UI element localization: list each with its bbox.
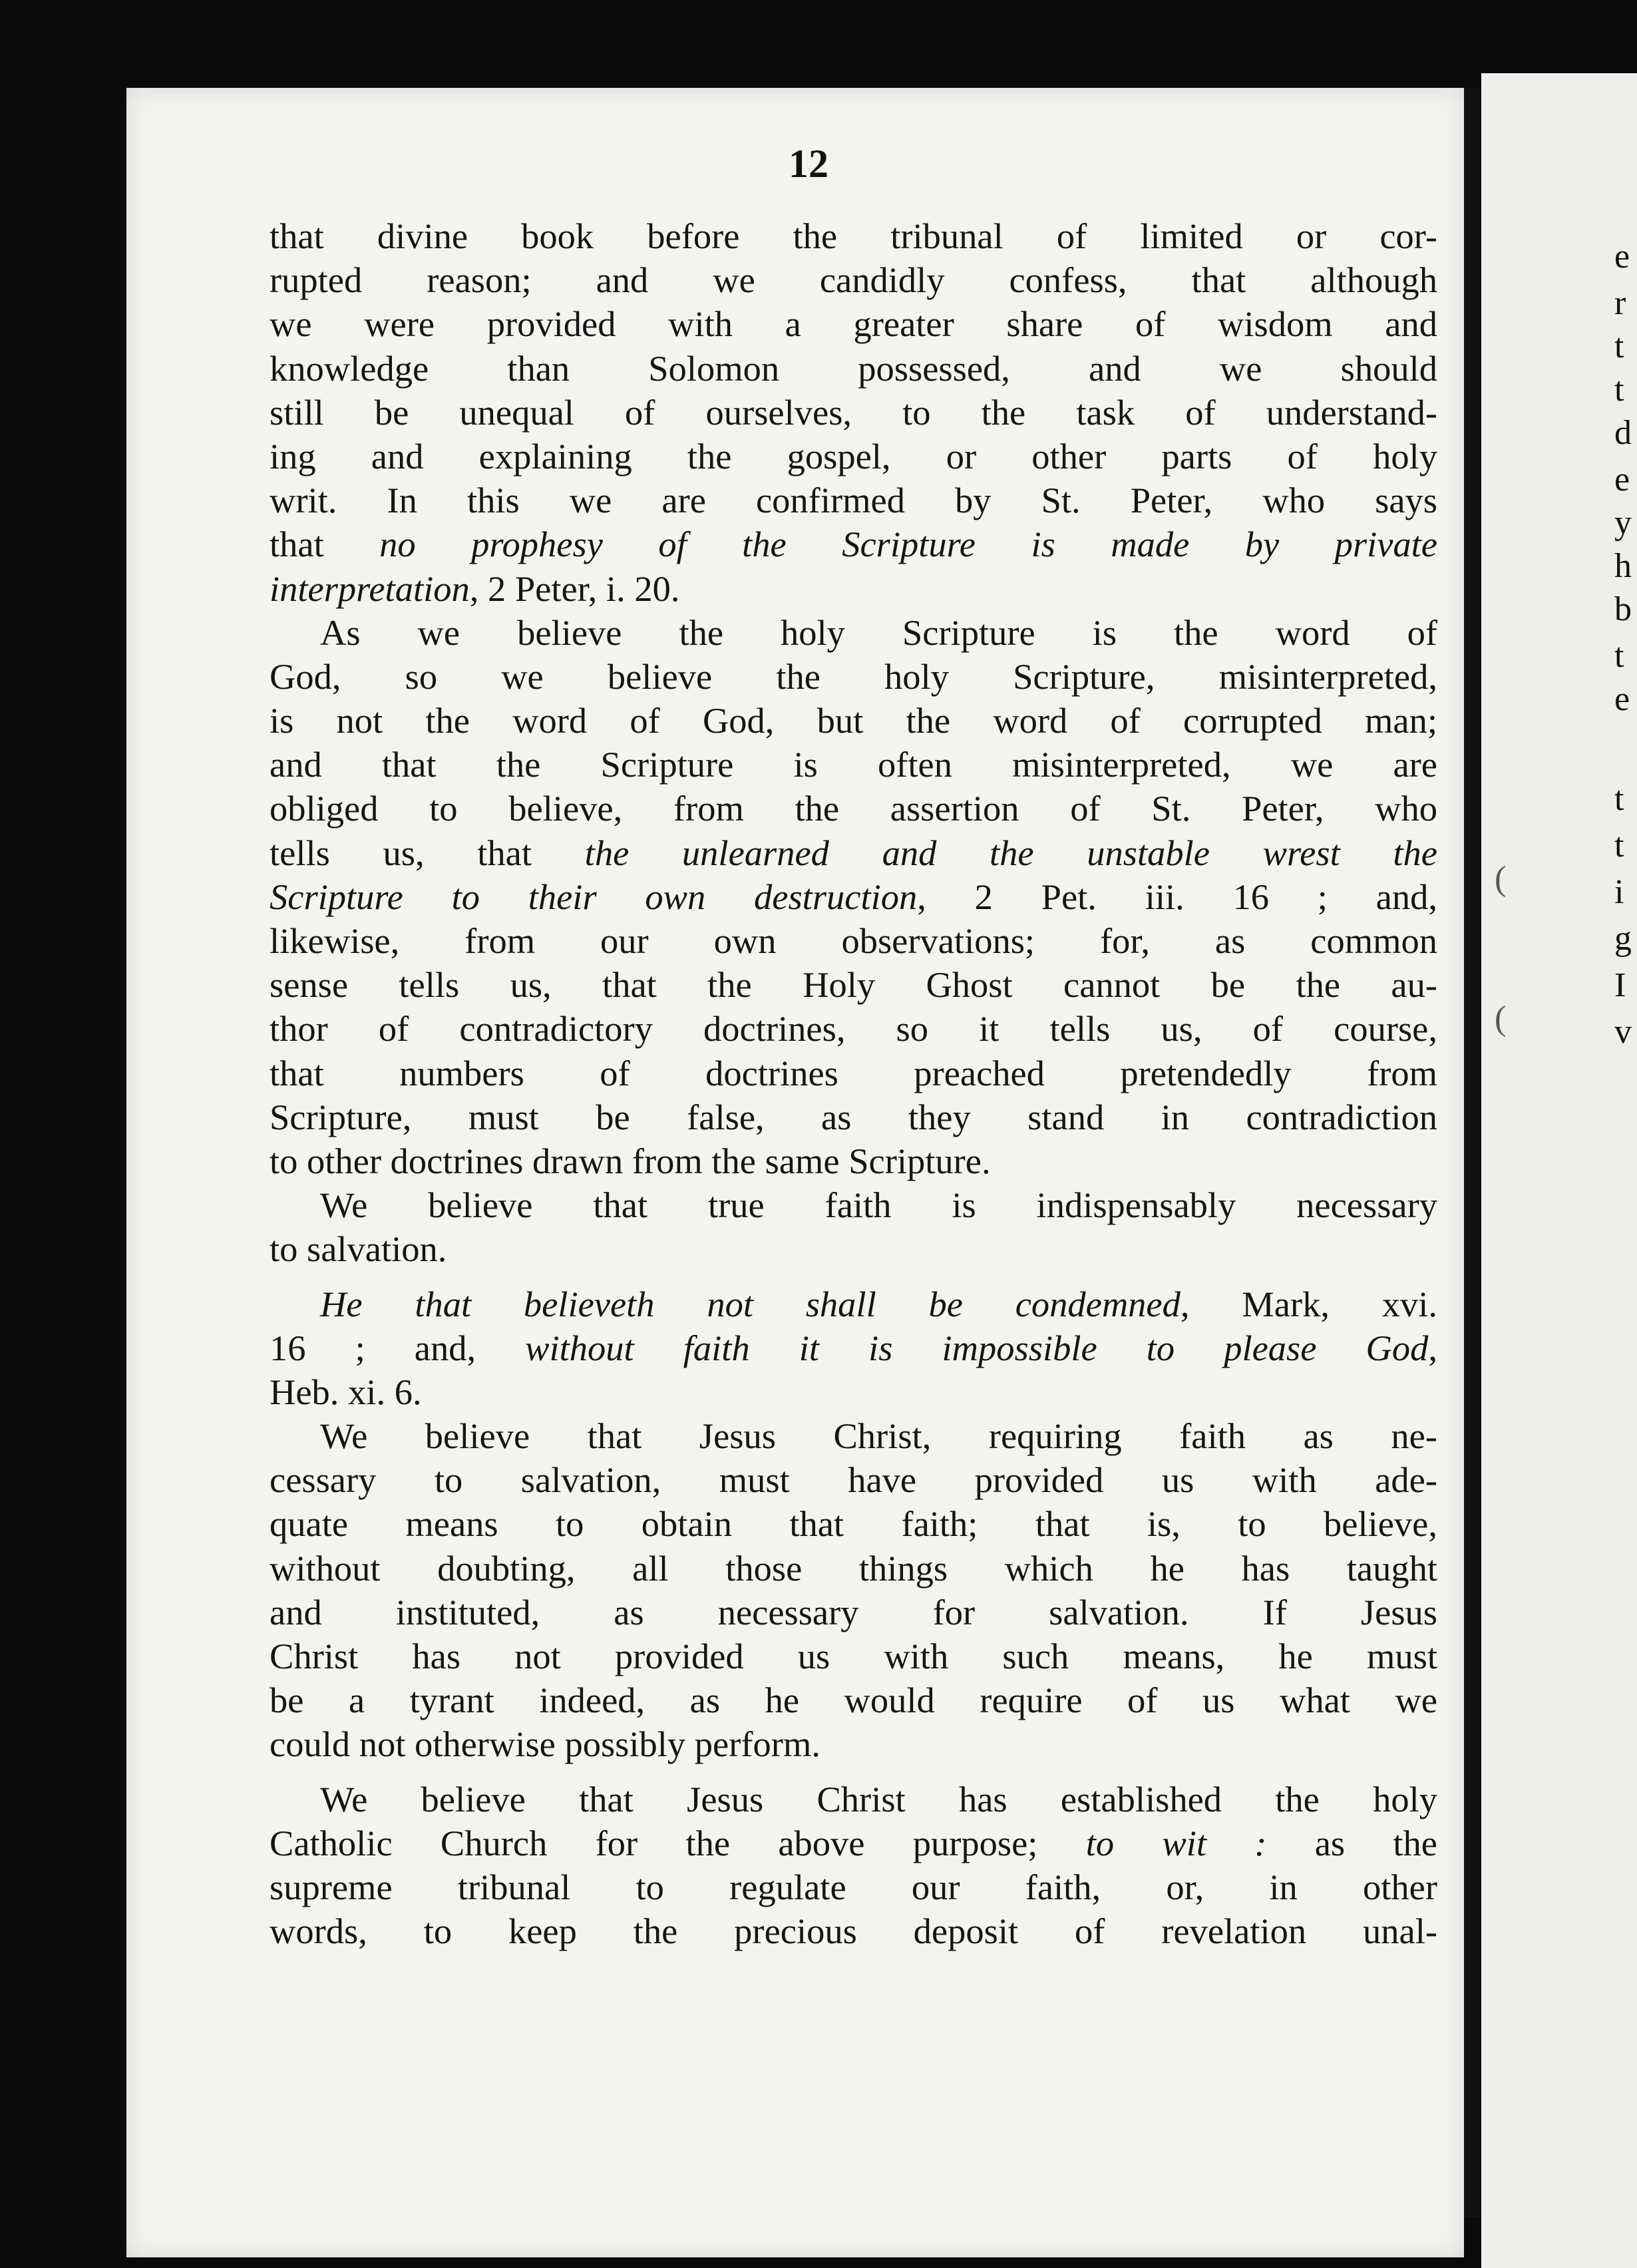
text-line (270, 1183, 1437, 1227)
text-line (270, 302, 1437, 346)
text-line (270, 1909, 1437, 1953)
text-line (270, 743, 1437, 787)
text-line (270, 391, 1437, 435)
text-line (270, 567, 1437, 611)
text-segment: as the (1266, 1822, 1437, 1863)
book-page (126, 88, 1464, 2257)
cut-off-letter: h (1614, 547, 1632, 585)
text-line (270, 1634, 1437, 1678)
page-number: 12 (789, 142, 828, 186)
italic-text: He that believeth not shall be condemned (320, 1283, 1181, 1324)
text-segment: We believe that Jesus Christ has established the holy (320, 1778, 1437, 1819)
text-line (270, 214, 1437, 258)
text-segment: words, to keep the precious deposit of revelation unal- (270, 1911, 1437, 1952)
text-line (270, 919, 1437, 963)
text-line (270, 1414, 1437, 1458)
text-segment: that divine book before the tribunal of limited or cor- (270, 216, 1437, 256)
text-line (270, 258, 1437, 302)
cut-off-letter: e (1614, 680, 1630, 718)
text-segment: that (270, 524, 380, 565)
page-text (270, 214, 1437, 1953)
text-segment: tells us, that (270, 832, 585, 873)
cut-off-letter: i (1614, 873, 1624, 911)
text-segment: could not otherwise possibly perform. (270, 1724, 820, 1765)
text-line (270, 1370, 1437, 1414)
text-line (270, 1778, 1437, 1821)
text-segment: We believe that true faith is indispensably necessary (320, 1185, 1437, 1226)
text-segment: supreme tribunal to regulate our faith, or, in other (270, 1866, 1437, 1907)
text-segment: Heb. xi. 6. (270, 1371, 422, 1412)
text-segment: to salvation. (270, 1228, 447, 1270)
cut-off-letter: t (1614, 827, 1624, 864)
text-line (270, 1591, 1437, 1634)
text-line (270, 787, 1437, 831)
text-line (270, 435, 1437, 478)
text-segment: we were provided with a greater share of wisdom and (270, 303, 1437, 345)
text-segment: be a tyrant indeed, as he would require of us what we (270, 1680, 1437, 1721)
text-segment: rupted reason; and we candidly confess, that although (270, 260, 1437, 301)
cut-off-letter: t (1614, 327, 1624, 365)
italic-text: to wit : (1085, 1822, 1267, 1863)
text-line (270, 655, 1437, 699)
text-line (270, 1458, 1437, 1502)
text-line (270, 831, 1437, 875)
text-segment: obliged to believe, from the assertion of St. Peter, who (270, 788, 1437, 829)
cut-off-letter: r (1614, 284, 1626, 322)
text-line (270, 1282, 1437, 1326)
text-line (270, 1227, 1437, 1271)
text-segment: , (1428, 1327, 1437, 1368)
text-segment: 16 ; and, (270, 1327, 526, 1368)
text-segment: cessary to salvation, must have provided us with ade- (270, 1459, 1437, 1501)
cut-off-letter: ( (1495, 860, 1507, 898)
text-segment: Christ has not provided us with such means, he must (270, 1636, 1437, 1676)
text-line (270, 1095, 1437, 1139)
cut-off-letter: g (1614, 920, 1632, 958)
text-segment: sense tells us, that the Holy Ghost cannot be the au- (270, 964, 1437, 1006)
text-segment: thor of contradictory doctrines, so it tells us, of course, (270, 1008, 1437, 1049)
page-gutter (1464, 88, 1481, 2217)
text-segment: ing and explaining the gospel, or other parts of holy (270, 435, 1437, 476)
cut-off-letter: e (1614, 238, 1630, 276)
text-segment: knowledge than Solomon possessed, and we should (270, 347, 1437, 389)
text-line (270, 699, 1437, 743)
text-segment: and that the Scripture is often misinterpreted, we are (270, 744, 1437, 785)
text-segment: We believe that Jesus Christ, requiring faith as ne- (320, 1416, 1437, 1457)
italic-text: interpretation (270, 568, 470, 609)
text-segment: , Mark, xvi. (1180, 1283, 1437, 1324)
text-segment: is not the word of God, but the word of corrupted man; (270, 700, 1437, 741)
text-line (270, 611, 1437, 655)
text-line (270, 963, 1437, 1007)
cut-off-letter: d (1614, 414, 1632, 452)
text-line (270, 1326, 1437, 1370)
adjacent-page-edge (1481, 73, 1637, 2268)
text-line (270, 1139, 1437, 1183)
text-line (270, 875, 1437, 919)
text-segment: that numbers of doctrines preached pretendedly from (270, 1052, 1437, 1093)
cut-off-letter: v (1614, 1013, 1632, 1051)
text-segment: Scripture, must be false, as they stand in contradiction (270, 1096, 1437, 1137)
cut-off-letter: t (1614, 637, 1624, 675)
text-segment: writ. In this we are confirmed by St. Peter, who says (270, 480, 1437, 521)
text-line (270, 1865, 1437, 1909)
text-segment: still be unequal of ourselves, to the task of understand- (270, 391, 1437, 433)
text-segment: without doubting, all those things which he has taught (270, 1547, 1437, 1589)
text-segment: As we believe the holy Scripture is the word of (320, 612, 1437, 653)
italic-text: without faith it is impossible to please God (525, 1327, 1429, 1368)
text-segment: Catholic Church for the above purpose; (270, 1822, 1086, 1863)
text-line (270, 1821, 1437, 1865)
cut-off-letter: ( (1495, 1000, 1507, 1038)
text-line (270, 522, 1437, 566)
cut-off-letter: I (1614, 966, 1626, 1004)
text-line (270, 1007, 1437, 1051)
cut-off-letter: b (1614, 590, 1632, 628)
text-segment: and instituted, as necessary for salvation. If Jesus (270, 1591, 1437, 1632)
text-segment: to other doctrines drawn from the same Scripture. (270, 1140, 991, 1181)
cut-off-letter: t (1614, 780, 1624, 818)
italic-text: the unlearned and the unstable wrest the (584, 832, 1437, 873)
cut-off-letter: e (1614, 461, 1630, 498)
text-line (270, 1678, 1437, 1722)
text-line (270, 478, 1437, 522)
text-line (270, 1051, 1437, 1095)
text-line (270, 1502, 1437, 1546)
text-segment: , 2 Pet. iii. 16 ; and, (917, 876, 1437, 917)
text-segment: likewise, from our own observations; for, as common (270, 920, 1437, 961)
text-segment: God, so we believe the holy Scripture, misinterpreted, (270, 656, 1437, 697)
italic-text: Scripture to their own destruction (270, 876, 918, 917)
text-line (270, 1722, 1437, 1766)
italic-text: no prophesy of the Scripture is made by private (379, 524, 1437, 565)
cut-off-letter: y (1614, 504, 1632, 542)
text-segment: quate means to obtain that faith; that is, to believe, (270, 1503, 1437, 1545)
text-line (270, 347, 1437, 391)
text-segment: , 2 Peter, i. 20. (469, 568, 680, 609)
cut-off-letter: t (1614, 371, 1624, 409)
text-line (270, 1547, 1437, 1591)
